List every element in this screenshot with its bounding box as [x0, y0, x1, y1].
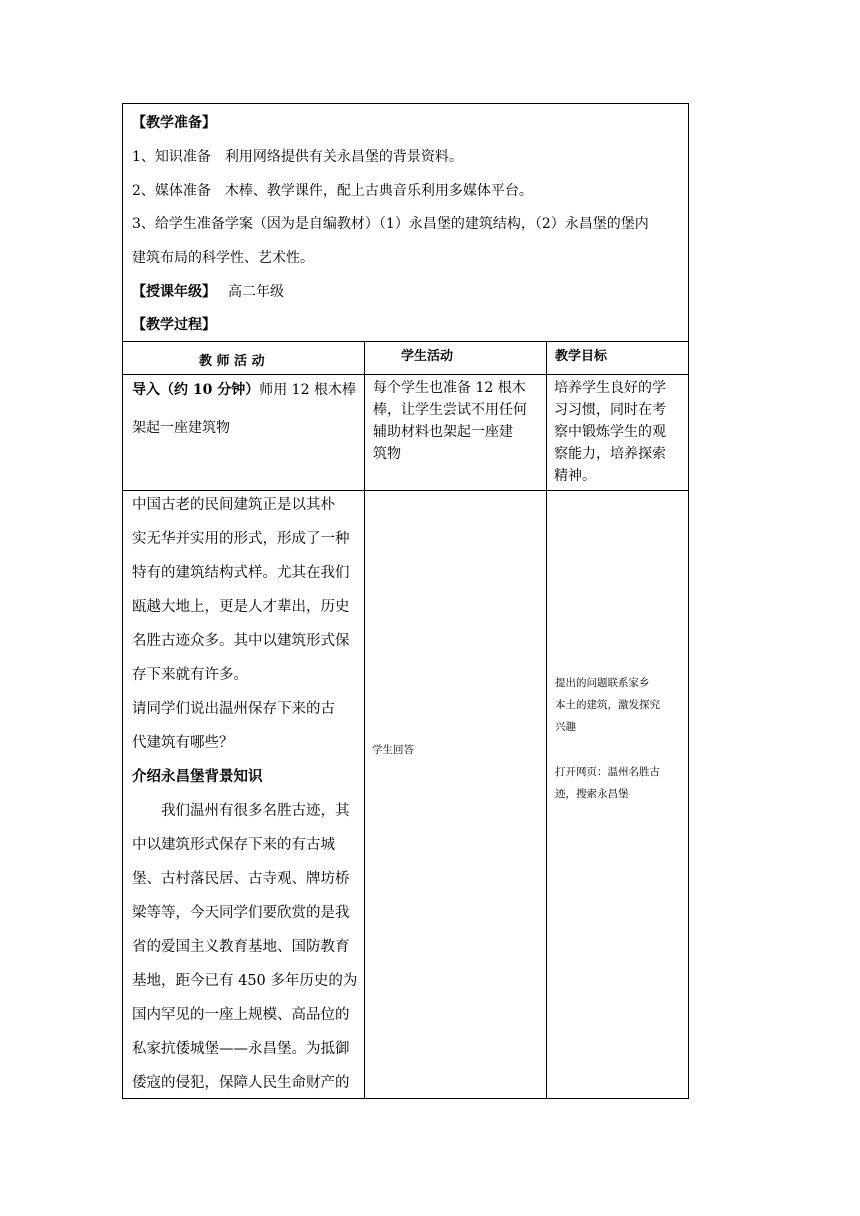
row1-teacher-line2: 架起一座建筑物 — [132, 420, 230, 436]
row2-teacher-2: 实无华并实用的形式，形成了一种 — [132, 531, 350, 547]
row2-teacher-4: 瓯越大地上，更是人才辈出，历史 — [132, 599, 350, 615]
row1-student-2: 棒，让学生尝试不用任何 — [373, 402, 527, 418]
row2-body-1: 我们温州有很多名胜古迹，其 — [132, 803, 350, 819]
row1-goal-3: 察中锻炼学生的观 — [554, 424, 666, 440]
grade-label: 【授课年级】 — [132, 284, 216, 300]
header-goal: 教学目标 — [555, 349, 608, 364]
col-divider-1 — [364, 341, 365, 1099]
row2-teacher-5: 名胜古迹众多。其中以建筑形式保 — [132, 633, 350, 649]
row1-student-4: 筑物 — [373, 446, 401, 462]
col-divider-2 — [546, 341, 547, 1099]
row2-body-8: 私家抗倭城堡——永昌堡。为抵御 — [132, 1041, 350, 1057]
prep-heading: 【教学准备】 — [132, 115, 216, 131]
row2-teacher-3: 特有的建筑结构式样。尤其在我们 — [132, 565, 350, 581]
row2-teacher-1: 中国古老的民间建筑正是以其朴 — [132, 497, 335, 513]
row2-teacher-6: 存下来就有许多。 — [132, 667, 248, 683]
header-bottom-border — [123, 374, 688, 375]
row2-teacher-heading: 介绍永昌堡背景知识 — [132, 768, 263, 785]
row2-goal-3: 兴趣 — [555, 721, 576, 733]
prep-item-2: 2、媒体准备 木棒、教学课件，配上古典音乐利用多媒体平台。 — [132, 183, 533, 199]
row1-teacher-line1 — [132, 380, 356, 400]
row2-teacher-7: 请同学们说出温州保存下来的古 — [132, 701, 335, 717]
row1-teacher-rest: 师用 12 根木棒 — [259, 382, 356, 398]
row2-body-4: 梁等等，今天同学们要欣赏的是我 — [132, 905, 350, 921]
process-heading: 【教学过程】 — [132, 317, 216, 333]
row2-body-7: 国内罕见的一座上规模、高品位的 — [132, 1007, 350, 1023]
row1-goal-2: 习习惯，同时在考 — [554, 402, 666, 418]
row2-goal-2: 本土的建筑，激发探究 — [555, 699, 660, 711]
row2-goal2-2: 迹，搜索永昌堡 — [555, 788, 629, 800]
grade-line — [132, 283, 284, 301]
prep-item-1: 1、知识准备 利用网络提供有关永昌堡的背景资料。 — [132, 149, 463, 165]
document-frame — [122, 103, 689, 1099]
row2-goal2-1: 打开网页：温州名胜古 — [555, 766, 660, 778]
row1-goal-1: 培养学生良好的学 — [554, 380, 666, 396]
prep-item-3: 3、给学生准备学案（因为是自编教材）（1）永昌堡的建筑结构，（2）永昌堡的堡内 — [132, 216, 649, 232]
row1-teacher-bold: 导入（约 10 分钟） — [132, 382, 260, 398]
prep-item-3-cont: 建筑布局的科学性、艺术性。 — [132, 250, 314, 266]
grade-value: 高二年级 — [228, 284, 284, 300]
header-teacher: 教 师 活 动 — [199, 354, 265, 369]
table-top-border — [123, 341, 688, 342]
row2-body-5: 省的爱国主义教育基地、国防教育 — [132, 939, 350, 955]
row2-student: 学生回答 — [372, 744, 414, 756]
row1-student-1: 每个学生也准备 12 根木 — [373, 380, 526, 396]
row2-body-3: 堡、古村落民居、古寺观、牌坊桥 — [132, 871, 350, 887]
row2-body-2: 中以建筑形式保存下来的有古城 — [132, 837, 335, 853]
row2-teacher-8: 代建筑有哪些？ — [132, 735, 234, 751]
row1-bottom-border — [123, 490, 688, 491]
header-student: 学生活动 — [401, 349, 454, 364]
row2-body-9: 倭寇的侵犯，保障人民生命财产的 — [132, 1075, 350, 1091]
row1-goal-5: 精神。 — [554, 468, 596, 484]
row2-goal-1: 提出的问题联系家乡 — [555, 677, 650, 689]
row1-student-3: 辅助材料也架起一座建 — [373, 424, 513, 440]
row2-body-6: 基地，距今已有 450 多年历史的为 — [132, 973, 358, 989]
row1-goal-4: 察能力，培养探索 — [554, 446, 666, 462]
